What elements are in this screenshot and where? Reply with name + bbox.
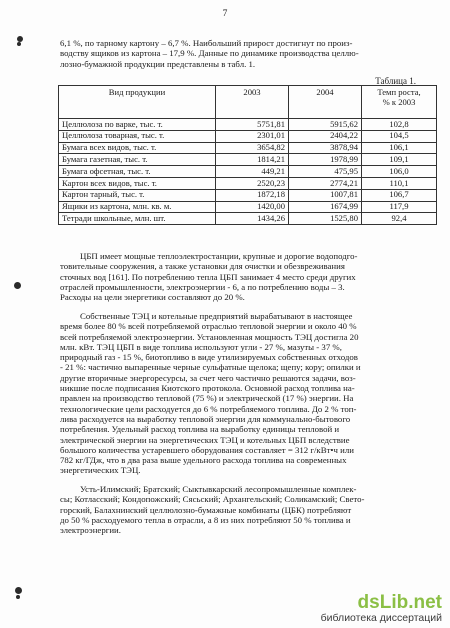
table-row <box>59 166 437 178</box>
header-growth-rate-line2: % к 2003 <box>382 96 416 107</box>
fuel-paragraph <box>60 311 422 476</box>
text-line: электрической энергии на энергетических ТЭЦ и котельных ЦБП вследствие <box>60 434 350 445</box>
punch-hole-mark <box>14 282 21 289</box>
cell-product: Картон всех видов, тыс. т. <box>59 177 216 189</box>
text-line: правлен на производство тепловой (75 %) и электрической (17 %) энергии. На <box>60 393 354 404</box>
header-2003: 2003 <box>216 86 289 119</box>
cell-product: Ящики из картона, млн. кв. м. <box>59 201 216 213</box>
cell-2004: 1007,81 <box>289 189 362 201</box>
cell-2004: 1525,80 <box>289 213 362 225</box>
cell-product: Бумага офсетная, тыс. т. <box>59 166 216 178</box>
text-line: никшие после подписания Киотского протокола. Основной расход топлива на- <box>60 383 355 394</box>
text-line: время более 80 % всей потребляемой отраслью тепловой энергии и около 40 % <box>60 321 357 332</box>
cell-2003: 2301,01 <box>216 130 289 142</box>
cell-2003: 3654,82 <box>216 142 289 154</box>
cell-2004: 1674,99 <box>289 201 362 213</box>
cell-growth-rate: 109,1 <box>362 154 437 166</box>
punch-hole-mark <box>16 595 20 599</box>
text-line: Собственные ТЭЦ и котельные предприятий вырабатывают в настоящее <box>80 311 353 321</box>
cell-product: Целлюлоза по варке, тыс. т. <box>59 119 216 131</box>
text-line: Усть-Илимский; Братский; Сыктывкарский лесопромышленные комплек- <box>80 484 357 494</box>
text-line: электроэнергии. <box>60 525 121 536</box>
cell-growth-rate: 106,0 <box>362 166 437 178</box>
table-row <box>59 213 437 225</box>
cell-growth-rate: 106,7 <box>362 189 437 201</box>
text-line: большого количества устаревшего оборудования составляет = 312 г/кВт•ч или <box>60 444 354 455</box>
header-2004: 2004 <box>289 86 362 119</box>
table-row <box>59 130 437 142</box>
cell-2003: 1872,18 <box>216 189 289 201</box>
header-product: Вид продукции <box>59 86 216 119</box>
cell-2003: 1814,21 <box>216 154 289 166</box>
text-line: товительные сооружения, а также установки для очистки и обезвреживания <box>60 261 345 272</box>
cell-growth-rate: 92,4 <box>362 213 437 225</box>
watermark-subtitle: библиотека диссертаций <box>320 612 442 624</box>
text-line: до 50 % расходуемого тепла в отрасли, а 8 из них потребляют 50 % топлива и <box>60 514 351 525</box>
header-growth-rate-line1: Темп роста, <box>377 87 421 97</box>
text-line: природный газ - 15 %, биотопливо в виде утилизируемых собственных отходов <box>60 352 358 363</box>
cell-2003: 449,21 <box>216 166 289 178</box>
table-header-row <box>59 86 437 119</box>
text-line: - 21 %: частично выпаренные черные сульфатные щелока; щепу; кору; опилки и <box>60 362 361 373</box>
text-line: Расходы на цели энергетики составляют до 20 %. <box>60 292 245 303</box>
text-line: 782 кг/ГДж, что в два раза выше удельного расхода топлива на современных <box>60 455 347 466</box>
text-line: горский, Балахнинский целлюлозно-бумажные комбинаты (ЦБК) потребляют <box>60 504 352 515</box>
text-line: энергетических ТЭЦ. <box>60 465 141 476</box>
cell-growth-rate: 110,1 <box>362 177 437 189</box>
text-line: лива расходуется на выработку тепловой энергии для коммунально-бытового <box>60 413 351 424</box>
text-line: лозно-бумажной продукции представлены в табл. 1. <box>60 58 256 69</box>
text-line: ЦБП имеет мощные теплоэлектростанции, крупные и дорогие водоподго- <box>80 251 358 261</box>
punch-hole-mark <box>15 587 22 594</box>
cell-product: Картон тарный, тыс. т. <box>59 189 216 201</box>
text-line: другие вторичные энергоресурсы, за счет чего частично решаются задачи, воз- <box>60 372 356 383</box>
text-line: сы; Котласский; Кондопожский; Сясьский; Архангельский; Соликамский; Свето- <box>60 494 365 505</box>
cell-growth-rate: 117,9 <box>362 201 437 213</box>
text-line: водству ящиков из картона – 17,9 %. Данные по динамике производства целлю- <box>60 48 359 59</box>
cell-product: Бумага газетная, тыс. т. <box>59 154 216 166</box>
text-line: отраслей промышленности, электроэнергии - 6, а по потреблению воды – 3. <box>60 281 345 292</box>
page-number: 7 <box>222 9 228 19</box>
cell-growth-rate: 104,5 <box>362 130 437 142</box>
cell-growth-rate: 106,1 <box>362 142 437 154</box>
text-line: млн. кВт. ТЭЦ ЦБП в виде топлива используют угли - 27 %, мазуты - 37 %, <box>60 341 342 352</box>
cell-product: Тетради школьные, млн. шт. <box>59 213 216 225</box>
cell-2004: 2774,21 <box>289 177 362 189</box>
cell-2003: 2520,23 <box>216 177 289 189</box>
table-caption: Таблица 1. <box>375 76 416 86</box>
text-line: всей потребляемой электроэнергии. Установленная мощность ТЭЦ достигла 20 <box>60 331 359 342</box>
plants-paragraph <box>60 484 422 535</box>
cell-2004: 475,95 <box>289 166 362 178</box>
cell-2003: 5751,81 <box>216 119 289 131</box>
table-row <box>59 201 437 213</box>
cell-2003: 1420,00 <box>216 201 289 213</box>
table-row <box>59 154 437 166</box>
production-table <box>58 85 437 225</box>
table-row <box>59 177 437 189</box>
cell-2004: 1978,99 <box>289 154 362 166</box>
cell-growth-rate: 102,8 <box>362 119 437 131</box>
table-row <box>59 142 437 154</box>
cell-2004: 2404,22 <box>289 130 362 142</box>
energy-paragraph <box>60 251 422 302</box>
punch-hole-mark <box>17 42 21 46</box>
header-growth-rate <box>362 86 437 119</box>
cell-2003: 1434,26 <box>216 213 289 225</box>
text-line: сточных вод [161]. По потреблению тепла ЦБП занимает 4 место среди других <box>60 271 356 282</box>
text-line: 6,1 %, по тарному картону – 6,7 %. Наибольший прирост достигнут по произ- <box>60 38 353 48</box>
cell-2004: 5915,62 <box>289 119 362 131</box>
cell-product: Целлюлоза товарная, тыс. т. <box>59 130 216 142</box>
intro-paragraph <box>60 38 422 69</box>
table-row <box>59 119 437 131</box>
cell-product: Бумага всех видов, тыс. т. <box>59 142 216 154</box>
text-line: технологические цели расходуется до 6 % потребляемого топлива. До 2 % топ- <box>60 403 357 414</box>
table-row <box>59 189 437 201</box>
watermark <box>321 592 442 624</box>
cell-2004: 3878,94 <box>289 142 362 154</box>
watermark-logo: dsLib.net <box>357 592 442 613</box>
text-line: потребления. Удельный расход топлива на выработку единицы тепловой и <box>60 424 340 435</box>
